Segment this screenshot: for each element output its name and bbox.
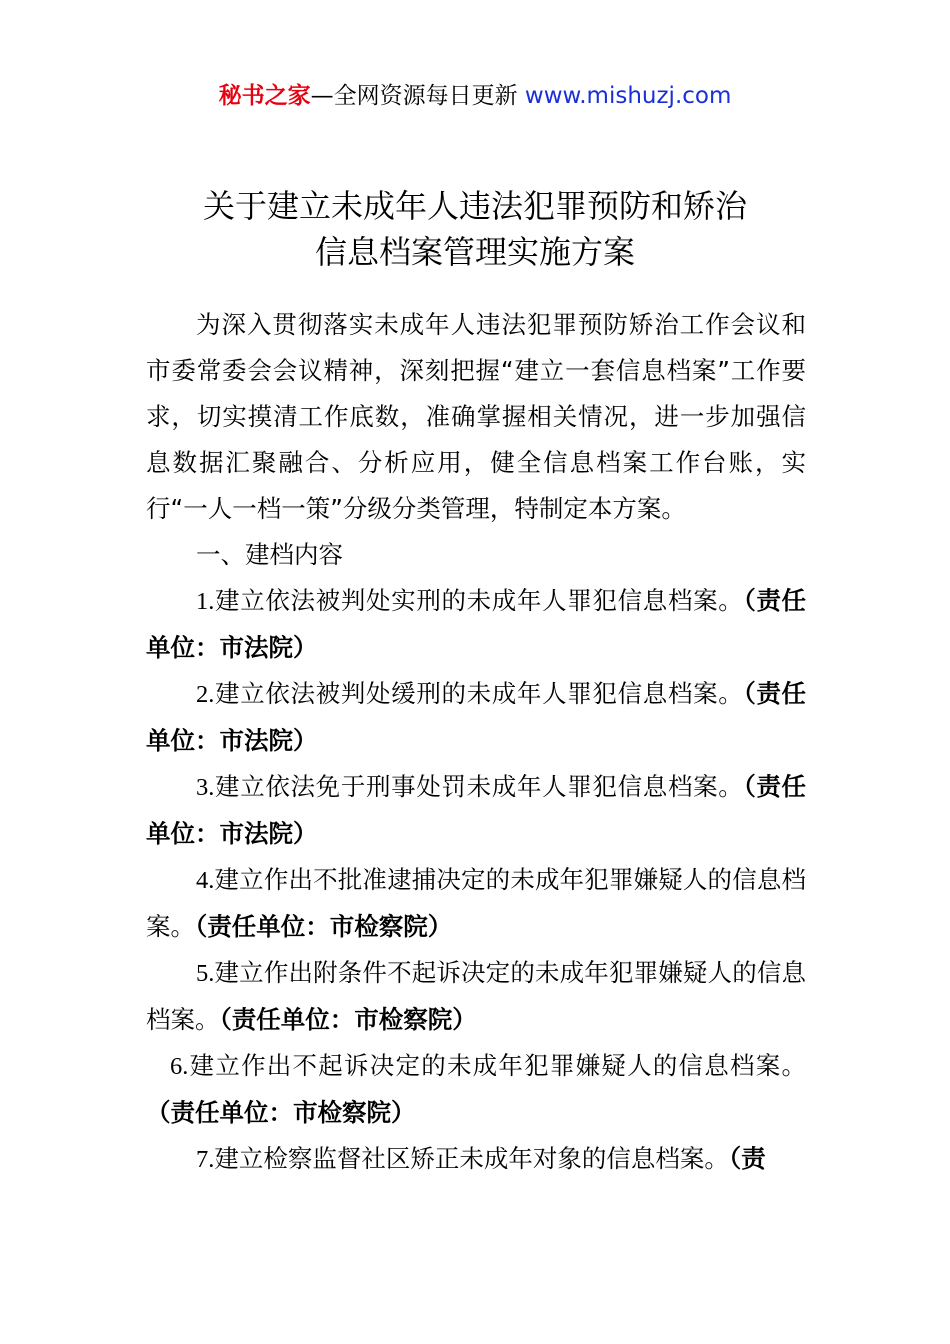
list-item (146, 764, 806, 857)
item-responsible-unit: （责任单位：市法院） (146, 586, 807, 662)
item-text: 建立检察监督社区矫正未成年对象的信息档案。 (214, 1144, 729, 1173)
title-line-2: 信息档案管理实施方案 (314, 233, 635, 271)
item-text: 建立依法被判处缓刑的未成年人罪犯信息档案。 (214, 679, 744, 708)
list-item (146, 950, 806, 1043)
document-title (0, 183, 950, 275)
item-text: 建立依法被判处实刑的未成年人罪犯信息档案。 (214, 586, 744, 615)
section-heading: 一、建档内容 (196, 540, 343, 569)
item-number: 6. (170, 1053, 189, 1080)
item-number: 1. (196, 588, 215, 615)
item-text: 建立作出附条件不起诉决定的未成年犯罪嫌疑人的信息档案。 (146, 958, 806, 1034)
item-number: 4. (196, 867, 215, 894)
item-responsible-unit: （责任单位：市法院） (146, 772, 807, 848)
item-responsible-unit: （责任单位：市检察院） (195, 912, 453, 941)
header-tagline: —全网资源每日更新 (310, 83, 518, 109)
list-item (146, 1043, 806, 1136)
list-item (146, 1136, 806, 1183)
item-number: 2. (196, 681, 215, 708)
list-item (146, 578, 806, 671)
brand-name: 秘书之家 (218, 83, 311, 109)
list-item (146, 857, 806, 950)
item-number: 7. (196, 1146, 215, 1173)
item-responsible-unit: （责任单位：市检察院） (219, 1005, 477, 1034)
item-text: 建立作出不起诉决定的未成年犯罪嫌疑人的信息档案。 (188, 1051, 806, 1080)
item-text: 建立依法免于刑事处罚未成年人罪犯信息档案。 (214, 772, 744, 801)
list-item (146, 671, 806, 764)
item-text: 建立作出不批准逮捕决定的未成年犯罪嫌疑人的信息档案。 (146, 865, 806, 941)
item-responsible-unit: （责任单位：市法院） (146, 679, 807, 755)
intro-paragraph: 为深入贯彻落实未成年人违法犯罪预防矫治工作会议和市委常委会会议精神，深刻把握“建立一套信息档案”工作要求，切实摸清工作底数，准确掌握相关情况，进一步加强信息数据汇聚融合、分析应用，健全信息档案工作台账，实行“一人一档一策”分级分类管理，特制定本方案。 (146, 310, 806, 523)
item-number: 5. (196, 960, 215, 987)
item-responsible-unit: （责任单位：市检察院） (146, 1098, 416, 1127)
item-number: 3. (196, 774, 215, 801)
website-link[interactable]: www.mishuzj.com (524, 83, 732, 109)
document-body (146, 302, 806, 1183)
item-responsible-unit: （责 (728, 1144, 766, 1173)
page-header (0, 80, 950, 112)
title-line-1: 关于建立未成年人违法犯罪预防和矫治 (202, 187, 747, 225)
